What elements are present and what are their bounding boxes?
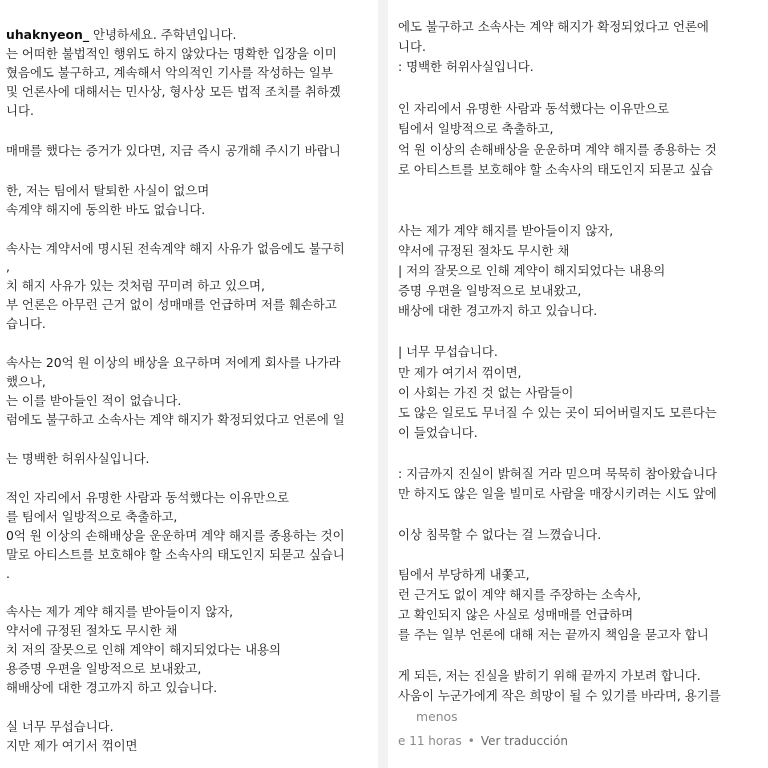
left-line: 한, 저는 팀에서 탈퇴한 사실이 없으며 [6,183,210,198]
right-line: 팀에서 부당하게 내쫓고, [398,567,530,582]
right-line: 를 주는 일부 언론에 대해 저는 끝까지 책임을 묻고자 합니 [398,627,709,642]
right-line: 증명 우편을 일방적으로 보내왔고, [398,283,582,298]
meta-separator: • [467,734,475,748]
left-screenshot-panel [0,0,374,768]
left-line: 는 어떠한 불법적인 행위도 하지 않았다는 명확한 입장을 이미 [6,46,337,61]
left-line: 를 팀에서 일방적으로 축출하고, [6,509,178,524]
left-line: 0억 원 이상의 손해배상을 운운하며 계약 해지를 종용하는 것이 [6,528,345,543]
left-line: 약서에 규정된 절차도 무시한 채 [6,623,178,638]
right-line: 만 제가 여기서 꺾이면, [398,365,522,380]
right-line: 이 사회는 가진 것 없는 사람들이 [398,385,574,400]
right-screenshot-panel [392,0,768,768]
left-line: 치 저의 잘못으로 인해 계약이 해지되었다는 내용의 [6,642,281,657]
left-line: 용증명 우편을 일방적으로 보내왔고, [6,661,202,676]
left-line: 치 해지 사유가 있는 것처럼 꾸미려 하고 있으며, [6,278,265,293]
right-line: 억 원 이상의 손해배상을 운운하며 계약 해지를 종용하는 것 [398,142,717,157]
left-line: 실 너무 무섭습니다. [6,719,114,734]
left-line: 습니다. [6,316,46,331]
left-line: 럼에도 불구하고 소속사는 계약 해지가 확정되었다고 언론에 일 [6,412,345,427]
post-time: e 11 horas [398,734,462,748]
left-line: . [6,566,10,581]
left-line: 속계약 해지에 동의한 바도 없습니다. [6,202,206,217]
right-line: 약서에 규정된 절차도 무시한 채 [398,243,570,258]
left-line: 매매를 했다는 증거가 있다면, 지금 즉시 공개해 주시기 바랍니 [6,143,341,158]
right-line: 에도 불구하고 소속사는 계약 해지가 확정되었다고 언론에 [398,19,709,34]
left-line: 해배상에 대한 경고까지 하고 있습니다. [6,680,218,695]
left-line: 부 언론은 아무런 근거 없이 성매매를 언급하며 저를 훼손하고 [6,297,337,312]
left-line: 적인 자리에서 유명한 사람과 동석했다는 이유만으로 [6,490,290,505]
right-line: 고 확인되지 않은 사실로 성매매를 언급하며 [398,607,634,622]
right-line: 만 하지도 않은 일을 빌미로 사람을 매장시키려는 시도 앞에 [398,486,717,501]
see-translation-link[interactable]: Ver traducción [480,734,568,748]
left-line: 말로 아티스트를 보호해야 할 소속사의 태도인지 되묻고 싶습니 [6,547,345,562]
caption-first-line [6,26,237,44]
right-line: | 저의 잘못으로 인해 계약이 해지되었다는 내용의 [398,263,666,278]
right-line: 사는 제가 계약 해지를 받아들이지 않자, [398,223,614,238]
right-line: 인 자리에서 유명한 사람과 동석했다는 이유만으로 [398,101,670,116]
greeting-text: 안녕하세요. 주학년입니다. [89,27,237,42]
show-less-link[interactable]: menos [416,709,458,724]
right-line: 게 되든, 저는 진실을 밝히기 위해 끝까지 가보려 합니다. [398,668,701,683]
right-line: 팀에서 일방적으로 축출하고, [398,121,554,136]
right-line: : 명백한 허위사실입니다. [398,59,534,74]
left-line: 속사는 제가 계약 해지를 받아들이지 않자, [6,604,234,619]
right-line: 로 아티스트를 보호해야 할 소속사의 태도인지 되묻고 싶습 [398,162,713,177]
left-line: 는 명백한 허위사실입니다. [6,451,150,466]
left-line: 니다. [6,103,34,118]
username-link[interactable]: uhaknyeon_ [6,27,90,42]
left-line: 했으나, [6,374,46,389]
left-line: 속사는 계약서에 명시된 전속계약 해지 사유가 없음에도 불구히 [6,241,345,256]
right-line: 런 근거도 없이 계약 해지를 주장하는 소속사, [398,587,642,602]
right-line: 사움이 누군가에게 작은 희망이 될 수 있기를 바라며, 용기를 [398,688,721,703]
right-line: 도 않은 일로도 무너질 수 있는 곳이 되어버릴지도 모른다는 [398,405,717,420]
left-line: 및 언론사에 대해서는 민사상, 형사상 모든 법적 조치를 취하곘 [6,84,341,99]
left-line: 속사는 20억 원 이상의 배상을 요구하며 저에게 회사를 나가라 [6,355,341,370]
right-line: : 지금까지 진실이 밝혀질 거라 믿으며 묵묵히 참아왔습니다 [398,466,718,481]
post-meta-row [398,734,568,748]
right-line: | 너무 무섭습니다. [398,344,498,359]
panel-divider [378,0,388,768]
right-line: 이상 침묵할 수 없다는 걸 느꼈습니다. [398,527,602,542]
left-line: 혔음에도 불구하고, 계속해서 악의적인 기사를 작성하는 일부 [6,65,333,80]
right-line: 배상에 대한 경고까지 하고 있습니다. [398,303,598,318]
right-line: 니다. [398,39,426,54]
left-line: 는 이를 받아들인 적이 없습니다. [6,393,182,408]
left-line: 지만 제가 여기서 꺾이면 [6,738,138,753]
right-line: 이 들었습니다. [398,425,478,440]
left-line: , [6,259,10,274]
